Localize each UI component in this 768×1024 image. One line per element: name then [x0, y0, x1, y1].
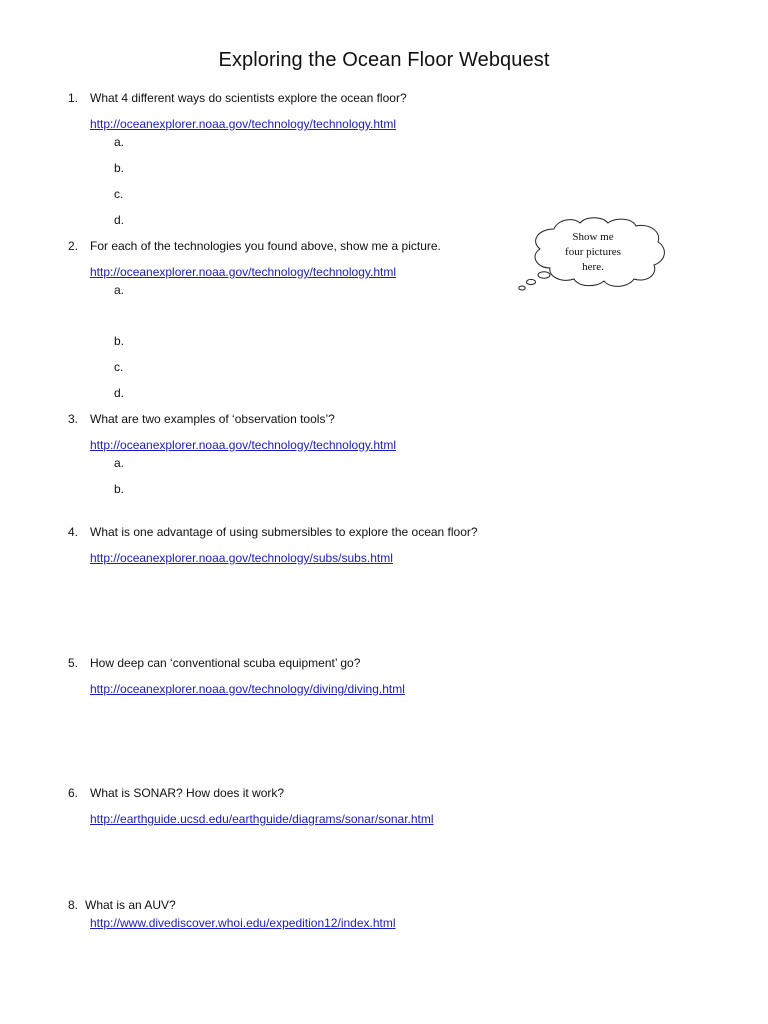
question-3-link[interactable]: http://oceanexplorer.noaa.gov/technology/technology.html [90, 438, 396, 452]
answer-label-1a: a. [114, 135, 125, 149]
question-text: What is an AUV? [85, 898, 176, 912]
question-8-link[interactable]: http://www.divediscover.whoi.edu/expedition12/index.html [90, 916, 396, 930]
answer-label-1c: c. [114, 187, 124, 201]
thought-bubble-callout [514, 215, 670, 293]
question-8 [68, 898, 176, 912]
question-4-link[interactable]: http://oceanexplorer.noaa.gov/technology/subs/subs.html [90, 551, 393, 565]
callout-line-3: here. [582, 261, 604, 273]
question-text: How deep can ‘conventional scuba equipment’ go? [90, 656, 361, 670]
question-2-link[interactable]: http://oceanexplorer.noaa.gov/technology/technology.html [90, 265, 396, 279]
answer-label-1d: d. [114, 213, 125, 227]
question-number: 8. [68, 898, 79, 912]
question-number: 2. [68, 239, 79, 253]
question-5 [68, 656, 360, 670]
answer-label-2b: b. [114, 334, 125, 348]
answer-label-3b: b. [114, 482, 125, 496]
callout-text [554, 230, 632, 275]
answer-label-1b: b. [114, 161, 125, 175]
question-text: What 4 different ways do scientists explore the ocean floor? [90, 91, 407, 105]
question-text: What is SONAR? How does it work? [90, 786, 285, 800]
question-number: 6. [68, 786, 79, 800]
page-title: Exploring the Ocean Floor Webquest [218, 49, 550, 71]
answer-label-3a: a. [114, 456, 125, 470]
answer-label-2a: a. [114, 283, 125, 297]
callout-line-1: Show me [572, 231, 614, 243]
question-6-link[interactable]: http://earthguide.ucsd.edu/earthguide/diagrams/sonar/sonar.html [90, 812, 434, 826]
answer-label-2d: d. [114, 386, 125, 400]
question-text: What are two examples of ‘observation tools’? [90, 412, 335, 426]
question-3 [68, 412, 335, 426]
question-2 [68, 239, 441, 253]
question-number: 5. [68, 656, 79, 670]
question-text: What is one advantage of using submersibles to explore the ocean floor? [90, 525, 478, 539]
answer-label-2c: c. [114, 360, 124, 374]
question-5-link[interactable]: http://oceanexplorer.noaa.gov/technology/diving/diving.html [90, 682, 405, 696]
question-number: 3. [68, 412, 79, 426]
callout-line-2: four pictures [565, 246, 621, 258]
question-1-link[interactable]: http://oceanexplorer.noaa.gov/technology/technology.html [90, 117, 396, 131]
question-number: 1. [68, 91, 79, 105]
question-6 [68, 786, 284, 800]
question-1 [68, 91, 407, 105]
question-text: For each of the technologies you found above, show me a picture. [90, 239, 441, 253]
question-number: 4. [68, 525, 79, 539]
question-4 [68, 525, 478, 539]
